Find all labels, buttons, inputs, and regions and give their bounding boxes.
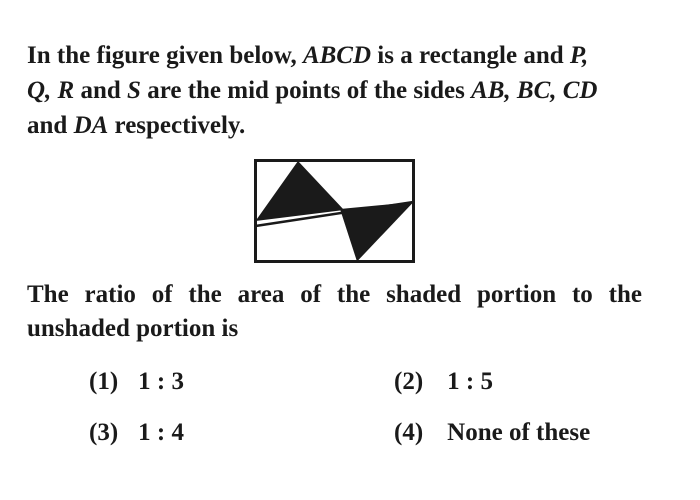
option-number: (3) [89,419,119,446]
shaded-triangle-lower [340,202,414,262]
question-italic-text: S [127,77,141,104]
question-text-run: and [74,77,128,104]
option-value: None of these [447,419,591,446]
ratio-question-line-2: unshaded portion is [27,315,239,342]
question-text-run: is a rectangle and [371,42,570,69]
question-italic-text: ABCD [302,42,372,69]
question-italic-text: DA [73,112,109,139]
question-line-1 [27,38,647,73]
question-italic-text: AB, BC, CD [471,77,598,104]
question-text-run: and [27,112,74,139]
option-4[interactable] [394,418,590,448]
shaded-triangle-upper [256,161,345,221]
question-line-3 [27,108,647,143]
question-text-run: In the figure given below, [27,42,303,69]
option-value: 1 : 3 [138,368,184,395]
rectangle-figure [254,159,416,264]
ratio-question-line-1: The ratio of the area of the shaded portion to the [27,281,642,308]
option-1[interactable] [89,367,184,397]
option-3[interactable] [89,418,184,448]
question-italic-text: Q, R [27,77,75,104]
question-text-run: are the mid points of the sides [140,77,472,104]
ratio-question [27,278,642,346]
question-line-2 [27,73,647,108]
option-number: (4) [394,419,424,446]
option-number: (2) [394,368,424,395]
figure-diagram [254,159,416,264]
question-text-run: respectively. [108,112,246,139]
option-2[interactable] [394,367,493,397]
question-text [27,38,647,143]
question-italic-text: P, [569,42,589,69]
option-value: 1 : 5 [447,368,493,395]
option-value: 1 : 4 [138,419,184,446]
option-number: (1) [89,368,119,395]
